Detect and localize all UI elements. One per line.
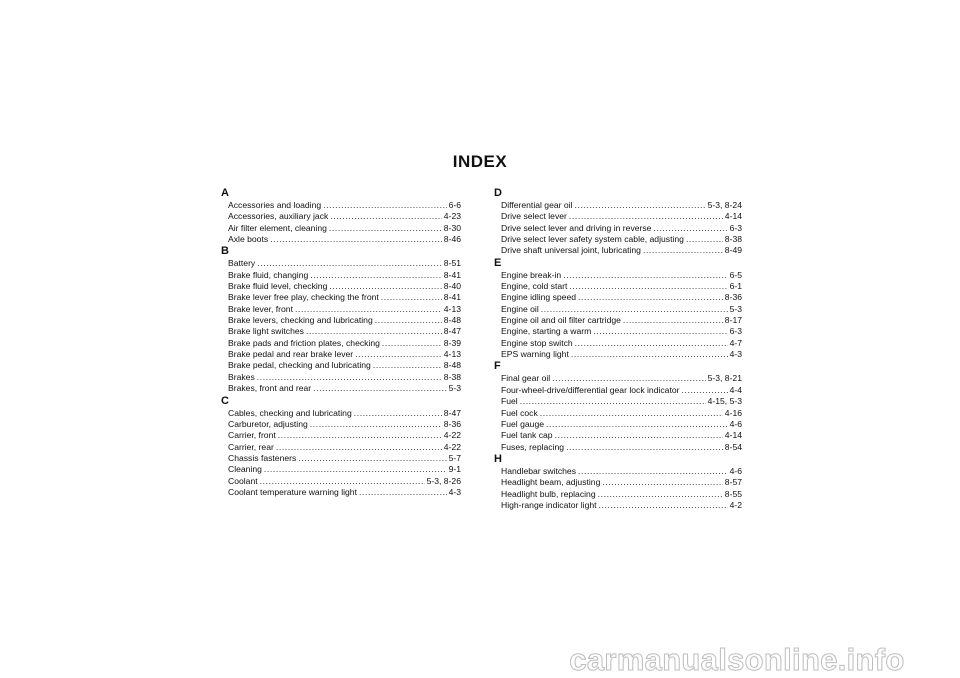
entry-page: 4-13 xyxy=(443,303,461,314)
index-entry xyxy=(494,245,742,256)
index-entry xyxy=(494,500,742,511)
index-entry xyxy=(221,442,461,453)
entry-text: Engine stop switch xyxy=(501,337,573,348)
entry-text: Four-wheel-drive/differential gear lock indicator xyxy=(501,384,680,395)
index-entry xyxy=(221,211,461,222)
index-entry xyxy=(221,315,461,326)
index-entry xyxy=(494,315,742,326)
entry-page: 8-41 xyxy=(443,292,461,303)
dot-leader xyxy=(264,464,447,475)
entry-text: Brake light switches xyxy=(228,326,304,337)
watermark-logo xyxy=(0,640,960,678)
entry-text: Carrier, front xyxy=(228,430,276,441)
entry-page: 8-55 xyxy=(724,488,742,499)
entry-text: Drive shaft universal joint, lubricating xyxy=(501,245,641,256)
entry-text: Fuel gauge xyxy=(501,418,545,429)
dot-leader xyxy=(602,477,722,488)
entry-text: Fuel tank cap xyxy=(501,430,553,441)
entry-page: 5-3 xyxy=(729,303,742,314)
index-entry xyxy=(494,477,742,488)
entry-text: Fuel cock xyxy=(501,407,538,418)
dot-leader xyxy=(599,500,728,511)
index-entry xyxy=(221,349,461,360)
entry-page: 4-15, 5-3 xyxy=(707,396,742,407)
index-entry xyxy=(494,489,742,500)
index-entry xyxy=(221,223,461,234)
index-entry xyxy=(221,304,461,315)
index-entry xyxy=(494,211,742,222)
entry-page: 4-6 xyxy=(729,465,742,476)
dot-leader xyxy=(276,442,442,453)
dot-leader xyxy=(375,315,442,326)
entry-page: 8-48 xyxy=(443,360,461,371)
index-entry xyxy=(221,360,461,371)
index-entry xyxy=(221,464,461,475)
entry-text: Brake levers, checking and lubricating xyxy=(228,315,373,326)
dot-leader xyxy=(546,419,728,430)
index-entry xyxy=(221,476,461,487)
dot-leader xyxy=(310,419,442,430)
index-entry xyxy=(494,326,742,337)
entry-text: Coolant xyxy=(228,475,258,486)
dot-leader xyxy=(382,338,442,349)
index-entry xyxy=(494,223,742,234)
entry-text: Accessories, auxiliary jack xyxy=(228,211,329,222)
dot-leader xyxy=(354,408,442,419)
entry-text: Brake fluid, changing xyxy=(228,269,309,280)
entry-page: 4-22 xyxy=(443,430,461,441)
dot-leader xyxy=(686,234,723,245)
section-letter-e: E xyxy=(494,256,502,269)
entry-page: 6-1 xyxy=(729,281,742,292)
entry-page: 6-3 xyxy=(729,326,742,337)
entry-text: Differential gear oil xyxy=(501,200,573,210)
entry-page: 8-47 xyxy=(443,407,461,418)
dot-leader xyxy=(257,258,442,269)
dot-leader xyxy=(260,476,425,487)
dot-leader xyxy=(257,372,442,383)
entry-text: Engine, cold start xyxy=(501,281,568,292)
dot-leader xyxy=(329,281,441,292)
entry-text: High-range indicator light xyxy=(501,499,597,510)
entry-page: 4-3 xyxy=(448,486,461,497)
entry-text: Brake pedal, checking and lubricating xyxy=(228,360,371,371)
dot-leader xyxy=(681,385,727,396)
index-entry xyxy=(221,487,461,498)
index-entry xyxy=(494,292,742,303)
entry-text: Brake lever, front xyxy=(228,303,293,314)
entry-text: Brakes xyxy=(228,371,255,382)
entry-text: Drive select lever and driving in reverse xyxy=(501,222,652,233)
entry-page: 4-4 xyxy=(729,384,742,395)
entry-text: EPS warning light xyxy=(501,349,569,360)
dot-leader xyxy=(552,373,705,384)
dot-leader xyxy=(381,292,442,303)
entry-page: 4-14 xyxy=(724,211,742,222)
dot-leader xyxy=(555,430,723,441)
index-entry xyxy=(221,292,461,303)
entry-page: 4-6 xyxy=(729,418,742,429)
entry-page: 6-5 xyxy=(729,269,742,280)
dot-leader xyxy=(520,396,706,407)
entry-text: Cables, checking and lubricating xyxy=(228,407,352,418)
entry-text: Air filter element, cleaning xyxy=(228,222,327,233)
entry-text: Engine, starting a warm xyxy=(501,326,592,337)
entry-text: Axle boots xyxy=(228,234,269,245)
entry-text: Coolant temperature warning light xyxy=(228,486,357,497)
index-entry xyxy=(494,200,742,211)
entry-text: Brake pads and friction plates, checking xyxy=(228,337,380,348)
entry-page: 5-7 xyxy=(448,452,461,463)
index-entry xyxy=(221,258,461,269)
dot-leader xyxy=(653,223,727,234)
entry-text: Brake pedal and rear brake lever xyxy=(228,349,354,360)
index-entry xyxy=(494,270,742,281)
index-entry xyxy=(221,419,461,430)
dot-leader xyxy=(569,281,727,292)
index-entry xyxy=(221,372,461,383)
entry-text: Headlight bulb, replacing xyxy=(501,488,596,499)
entry-text: Drive select lever safety system cable, adjusting xyxy=(501,234,684,245)
section-letter-h: H xyxy=(494,452,502,465)
entry-text: Fuel xyxy=(501,396,518,407)
entry-page: 6-3 xyxy=(729,222,742,233)
entry-page: 8-39 xyxy=(443,337,461,348)
index-entry xyxy=(221,453,461,464)
dot-leader xyxy=(571,349,728,360)
index-entry xyxy=(494,466,742,477)
index-entry xyxy=(221,383,461,394)
dot-leader xyxy=(313,383,446,394)
index-entry xyxy=(494,396,742,407)
entry-page: 4-2 xyxy=(729,499,742,510)
dot-leader xyxy=(355,349,442,360)
dot-leader xyxy=(643,245,723,256)
entry-page: 8-41 xyxy=(443,269,461,280)
dot-leader xyxy=(566,442,723,453)
index-column-left xyxy=(221,187,461,498)
entry-page: 5-3 xyxy=(448,383,461,394)
index-entry xyxy=(494,442,742,453)
index-entry xyxy=(221,430,461,441)
section-letter-f: F xyxy=(494,360,501,373)
entry-page: 8-51 xyxy=(443,258,461,269)
dot-leader xyxy=(278,430,442,441)
entry-page: 8-48 xyxy=(443,315,461,326)
index-entry xyxy=(221,200,461,211)
index-entry xyxy=(221,281,461,292)
section-letter-b: B xyxy=(221,245,229,258)
index-entry xyxy=(494,234,742,245)
index-entry xyxy=(221,326,461,337)
dot-leader xyxy=(310,270,442,281)
index-entry xyxy=(494,373,742,384)
entry-text: Brake lever free play, checking the front xyxy=(228,292,379,303)
entry-page: 8-47 xyxy=(443,326,461,337)
section-letter-d: D xyxy=(494,187,502,199)
dot-leader xyxy=(578,466,728,477)
dot-leader xyxy=(593,326,727,337)
entry-text: Drive select lever xyxy=(501,211,567,222)
index-entry xyxy=(494,281,742,292)
entry-text: Engine oil and oil filter cartridge xyxy=(501,315,621,326)
entry-text: Engine idling speed xyxy=(501,292,577,303)
section-letter-c: C xyxy=(221,394,229,407)
dot-leader xyxy=(569,211,723,222)
entry-page: 8-38 xyxy=(443,371,461,382)
entry-page: 8-54 xyxy=(724,441,742,452)
index-entry xyxy=(494,338,742,349)
page-title: INDEX xyxy=(452,152,508,171)
entry-page: 4-7 xyxy=(729,337,742,348)
index-entry xyxy=(494,430,742,441)
entry-text: Headlight beam, adjusting xyxy=(501,477,601,488)
index-entry xyxy=(221,338,461,349)
entry-page: 9-1 xyxy=(448,464,461,475)
entry-page: 8-36 xyxy=(724,292,742,303)
entry-page: 4-3 xyxy=(729,349,742,360)
entry-page: 4-14 xyxy=(724,430,742,441)
entry-text: Accessories and loading xyxy=(228,200,322,210)
index-entry xyxy=(494,304,742,315)
entry-text: Carburetor, adjusting xyxy=(228,418,308,429)
entry-text: Carrier, rear xyxy=(228,441,274,452)
entry-page: 6-6 xyxy=(448,200,461,210)
dot-leader xyxy=(575,200,706,211)
entry-text: Battery xyxy=(228,258,256,269)
index-entry xyxy=(221,270,461,281)
dot-leader xyxy=(295,304,442,315)
entry-page: 8-38 xyxy=(724,234,742,245)
section-letter-a: A xyxy=(221,187,229,199)
entry-page: 8-36 xyxy=(443,418,461,429)
entry-text: Final gear oil xyxy=(501,373,551,384)
dot-leader xyxy=(540,408,723,419)
entry-page: 5-3, 8-26 xyxy=(426,475,461,486)
dot-leader xyxy=(373,360,442,371)
dot-leader xyxy=(330,211,442,222)
dot-leader xyxy=(575,338,728,349)
entry-text: Chassis fasteners xyxy=(228,452,297,463)
dot-leader xyxy=(563,270,727,281)
index-entry xyxy=(221,234,461,245)
index-entry xyxy=(494,349,742,360)
entry-page: 4-16 xyxy=(724,407,742,418)
dot-leader xyxy=(623,315,723,326)
dot-leader xyxy=(541,304,728,315)
entry-page: 8-17 xyxy=(724,315,742,326)
index-entry xyxy=(221,408,461,419)
entry-page: 8-40 xyxy=(443,281,461,292)
entry-text: Brake fluid level, checking xyxy=(228,281,328,292)
entry-page: 8-57 xyxy=(724,477,742,488)
dot-leader xyxy=(359,487,447,498)
entry-page: 8-30 xyxy=(443,222,461,233)
index-column-right xyxy=(494,187,742,511)
dot-leader xyxy=(329,223,442,234)
entry-page: 4-23 xyxy=(443,211,461,222)
index-entry xyxy=(494,419,742,430)
entry-page: 8-49 xyxy=(724,245,742,256)
dot-leader xyxy=(323,200,446,211)
entry-text: Handlebar switches xyxy=(501,465,576,476)
entry-text: Cleaning xyxy=(228,464,262,475)
watermark-text: carmanualsonline.info xyxy=(569,642,905,677)
index-entry xyxy=(494,385,742,396)
entry-page: 4-22 xyxy=(443,441,461,452)
entry-text: Fuses, replacing xyxy=(501,441,565,452)
entry-page: 4-13 xyxy=(443,349,461,360)
entry-page: 5-3, 8-24 xyxy=(707,200,742,210)
dot-leader xyxy=(598,489,723,500)
entry-text: Engine break-in xyxy=(501,269,562,280)
dot-leader xyxy=(298,453,446,464)
entry-text: Engine oil xyxy=(501,303,539,314)
dot-leader xyxy=(578,292,723,303)
entry-text: Brakes, front and rear xyxy=(228,383,312,394)
dot-leader xyxy=(270,234,442,245)
entry-page: 5-3, 8-21 xyxy=(707,373,742,384)
entry-page: 8-46 xyxy=(443,234,461,245)
dot-leader xyxy=(306,326,442,337)
index-entry xyxy=(494,408,742,419)
